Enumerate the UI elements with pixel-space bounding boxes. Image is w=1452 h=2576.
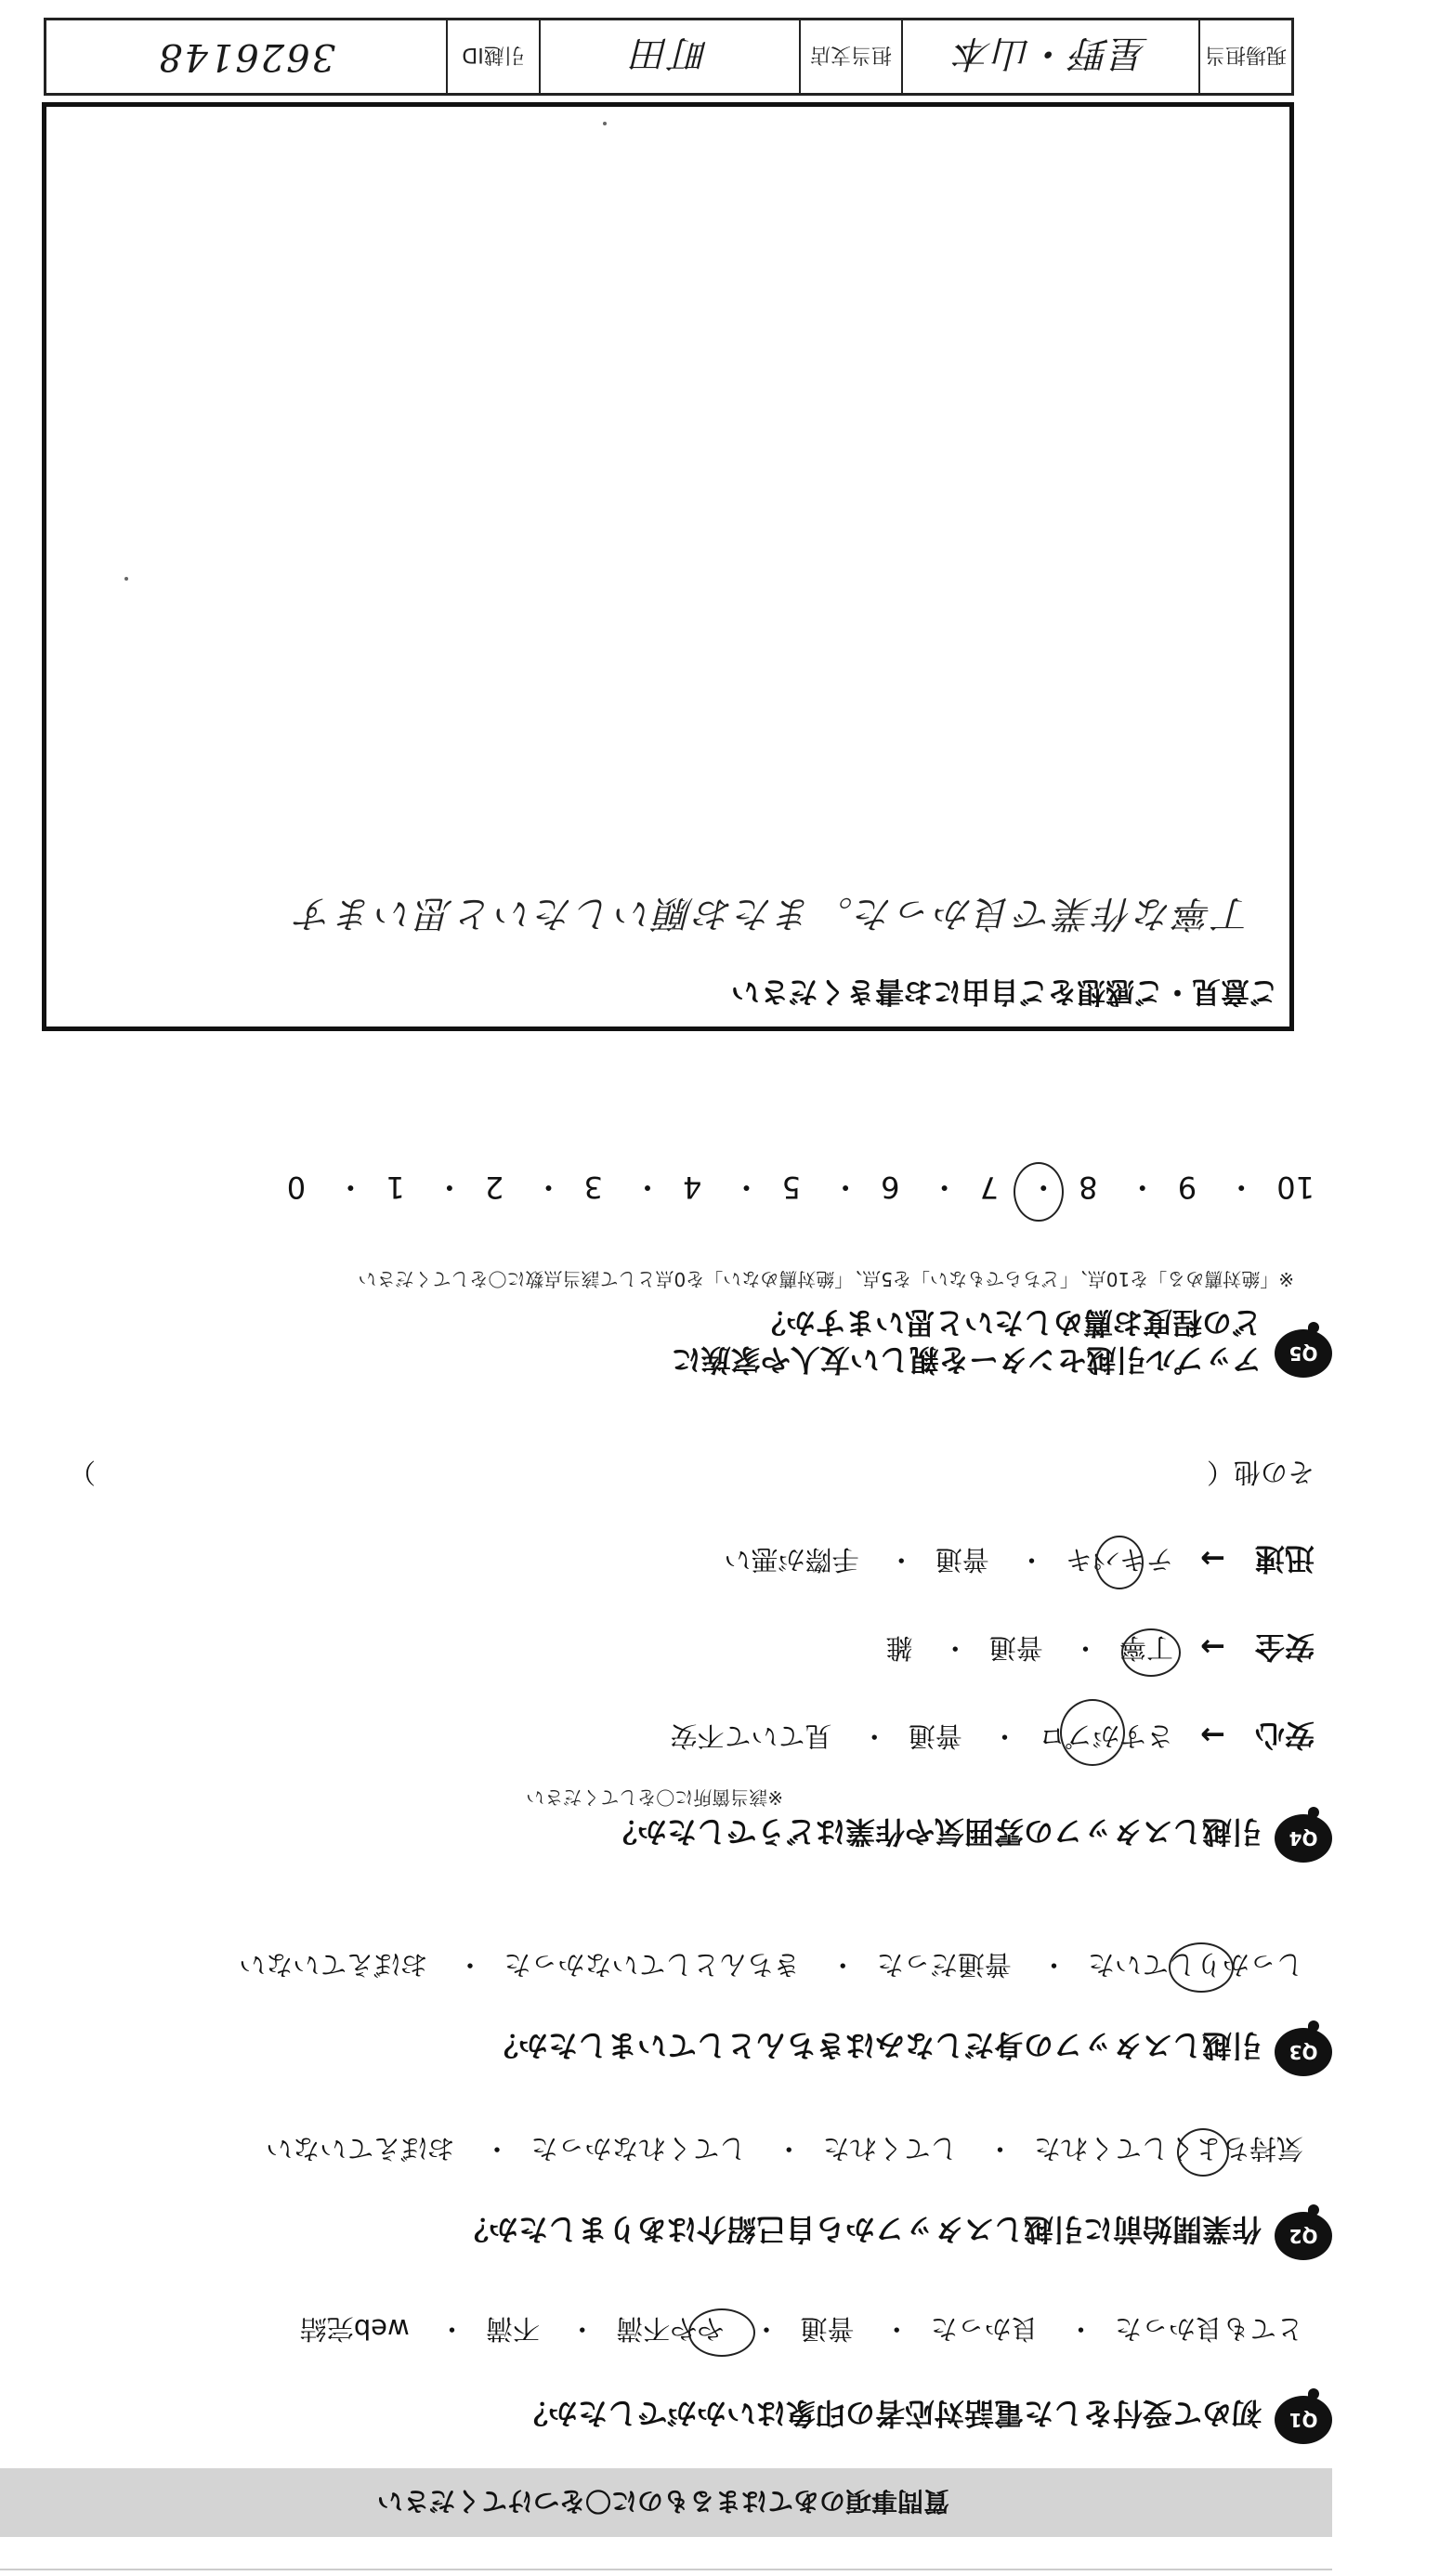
q1-options: とても良かった・ 良かった・ 普通・ やや不満・ 不満・ web完結 — [299, 2313, 1303, 2345]
q1-option-3[interactable]: 普通 — [800, 2313, 855, 2345]
scan-speck — [603, 122, 607, 125]
q5-scale: 10・ 9・ 8・ 7・ 6・ 5・ 4・ 3・ 2・ 1・ 0 — [286, 1170, 1315, 1205]
q4-text: 引越しスタッフの雰囲気や作業はどうでしたか？ — [607, 1814, 1262, 1850]
q4-row-jinsoku-options: テキパキ・ 普通・ 手際が悪い — [724, 1544, 1173, 1576]
q2-options: 気持ちよくしてくれた・ してくれた・ してくれなかった・ おぼえていない — [266, 2133, 1303, 2164]
q1-option-2[interactable]: 良かった — [930, 2313, 1039, 2345]
q4-other-close: ） — [68, 1457, 96, 1488]
leader-label-cell — [1198, 20, 1291, 93]
q4-row-anshin-label: 安心 → — [1200, 1718, 1315, 1753]
q5-badge: Q5 — [1275, 1329, 1332, 1378]
q5-score-7[interactable]: 7 — [979, 1170, 999, 1205]
q4-row-anzen-options: 丁寧・ 普通・ 雑 — [885, 1632, 1173, 1664]
q5-note: ※「絶対薦める」を10点、「どちらでもない」を5点、「絶対薦めない」を0点として該当点数に〇をしてください — [358, 1268, 1294, 1290]
branch-value: 町田 — [631, 32, 709, 75]
q1-selection-circle — [688, 2308, 755, 2357]
q4-anshin-option-1[interactable]: さすがプロ — [1038, 1720, 1173, 1752]
comments-title: ご意見・ご感想をご自由にお書きください — [731, 974, 1278, 1008]
scan-edge — [0, 2569, 1332, 2576]
comments-box[interactable] — [42, 102, 1294, 1031]
q2-option-3[interactable]: してくれなかった — [530, 2133, 747, 2164]
q4-note: ※該当箇所に〇をしてください — [526, 1786, 783, 1809]
q3-option-3[interactable]: きちんとしていなかった — [504, 1949, 801, 1981]
leader-value-cell — [901, 20, 1198, 93]
section-header-bar — [0, 2468, 1332, 2537]
q5-score-5[interactable]: 5 — [781, 1170, 801, 1205]
leader-value: 星野・山本 — [953, 32, 1148, 75]
q2-selection-circle — [1177, 2128, 1229, 2177]
q5-selection-circle — [1014, 1162, 1064, 1222]
q3-option-2[interactable]: 普通だった — [876, 1949, 1012, 1981]
id-value: 3626148 — [156, 35, 336, 78]
q4-row-jinsoku-label: 迅速 → — [1200, 1541, 1315, 1576]
header-info-table — [44, 18, 1294, 96]
leader-label: 現場担当 — [1205, 43, 1288, 67]
q3-text: 引越しスタッフの身だしなみはきちんとしていましたか？ — [488, 2028, 1262, 2063]
q5-score-0[interactable]: 0 — [286, 1170, 307, 1205]
q5-score-1[interactable]: 1 — [386, 1170, 405, 1205]
q5-score-9[interactable]: 9 — [1177, 1170, 1197, 1205]
q4-anzen-option-2[interactable]: 普通 — [988, 1632, 1043, 1664]
id-label: 引越ID — [462, 43, 525, 67]
q4-jinsoku-option-2[interactable]: 普通 — [935, 1544, 989, 1576]
q3-selection-circle — [1169, 1942, 1234, 1993]
branch-value-cell — [539, 20, 799, 93]
section-title: 質問事項のあてはまるものに〇をつけてください — [377, 2486, 950, 2517]
scan-speck — [124, 577, 128, 581]
q5-line1: アップル引越センターを親しい友人や家族に — [671, 1342, 1262, 1378]
q5-score-6[interactable]: 6 — [881, 1170, 900, 1205]
q1-option-6[interactable]: web完結 — [299, 2313, 410, 2345]
q5-score-10[interactable]: 10 — [1276, 1170, 1315, 1205]
q1-badge: Q1 — [1275, 2396, 1332, 2444]
comments-handwritten-text: 丁寧な作業で良かった。またお願いしたいと思います — [294, 892, 1252, 935]
branch-label: 担当支店 — [810, 43, 893, 67]
id-value-cell — [46, 20, 446, 93]
id-label-cell — [446, 20, 539, 93]
q4-anzen-option-3[interactable]: 雑 — [885, 1632, 913, 1664]
q1-option-5[interactable]: 不満 — [485, 2313, 540, 2345]
q2-option-2[interactable]: してくれた — [822, 2133, 958, 2164]
q4-anzen-option-1[interactable]: 丁寧 — [1118, 1632, 1173, 1664]
q4-row-anshin-options: さすがプロ・ 普通・ 見ていて不安 — [670, 1720, 1173, 1752]
q1-option-1[interactable]: とても良かった — [1114, 2313, 1303, 2345]
q2-text: 作業開始前に引越しスタッフから自己紹介はありましたか？ — [458, 2212, 1262, 2247]
q3-options: しっかりしていた・ 普通だった・ きちんとしていなかった・ おぼえていない — [239, 1949, 1303, 1981]
q1-option-4[interactable]: やや不満 — [616, 2313, 725, 2345]
q3-badge: Q3 — [1275, 2028, 1332, 2076]
q4-jinsoku-option-1[interactable]: テキパキ — [1065, 1544, 1173, 1576]
q1-text: 初めて受付をした電話対応者の印象はいかがでしたか？ — [517, 2396, 1262, 2431]
q4-anzen-selection-circle — [1118, 1628, 1181, 1677]
q3-option-1[interactable]: しっかりしていた — [1087, 1949, 1303, 1981]
q2-option-1[interactable]: 気持ちよくしてくれた — [1033, 2133, 1303, 2164]
q4-other-label: その他（ — [1206, 1457, 1315, 1488]
q4-jinsoku-option-3[interactable]: 手際が悪い — [724, 1544, 859, 1576]
q3-option-4[interactable]: おぼえていない — [239, 1949, 428, 1981]
q5-line2: どの程度お薦めしたいと思いますか？ — [755, 1305, 1262, 1340]
q4-jinsoku-selection-circle — [1095, 1536, 1144, 1589]
branch-label-cell — [799, 20, 901, 93]
q4-anshin-option-2[interactable]: 普通 — [908, 1720, 962, 1752]
q4-row-anzen-label: 安全 → — [1200, 1629, 1315, 1665]
q4-badge: Q4 — [1275, 1814, 1332, 1863]
q4-anshin-option-3[interactable]: 見ていて不安 — [670, 1720, 832, 1752]
q2-option-4[interactable]: おぼえていない — [266, 2133, 455, 2164]
q5-score-8[interactable]: 8 — [1079, 1170, 1098, 1205]
q2-badge: Q2 — [1275, 2212, 1332, 2260]
q5-score-3[interactable]: 3 — [583, 1170, 603, 1205]
q5-score-4[interactable]: 4 — [683, 1170, 702, 1205]
q5-score-2[interactable]: 2 — [484, 1170, 504, 1205]
q4-anshin-selection-circle — [1060, 1699, 1125, 1766]
